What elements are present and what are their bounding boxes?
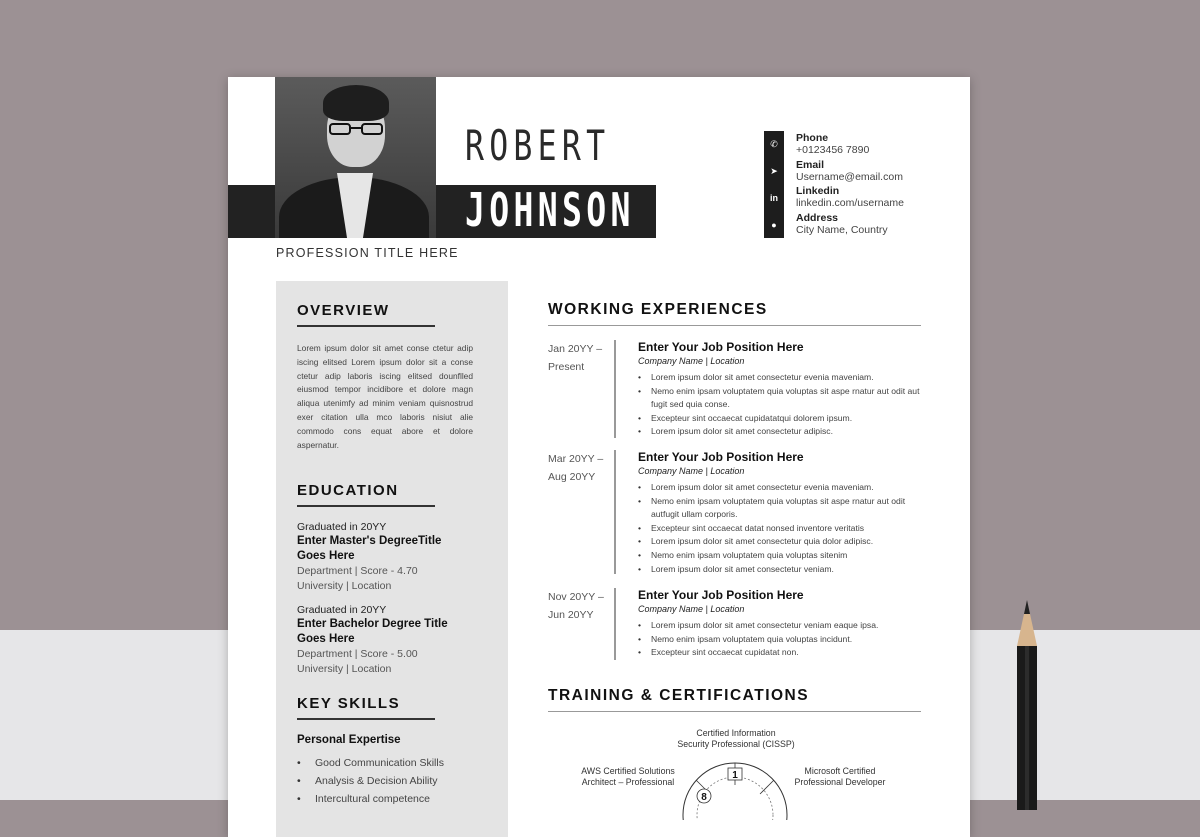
- job-dates: [548, 340, 608, 376]
- list-item: • Analysis & Decision Ability: [297, 772, 444, 790]
- education-item: [297, 520, 487, 594]
- location-icon: ●: [771, 219, 777, 230]
- education-item: [297, 603, 487, 677]
- divider: [548, 325, 921, 326]
- contact-list: [796, 132, 904, 238]
- divider: [297, 325, 435, 327]
- certification-label: [558, 766, 698, 788]
- university: University | Location: [297, 663, 392, 675]
- timeline-line: [614, 340, 616, 438]
- list-item: • Lorem ipsum dolor sit amet consectetur evenia maveniam.: [638, 371, 928, 385]
- divider: [548, 711, 921, 712]
- timeline-line: [614, 588, 616, 660]
- job-title: Enter Your Job Position Here: [638, 588, 804, 602]
- list-item: • Intercultural competence: [297, 790, 444, 808]
- graduation-date: Graduated in 20YY: [297, 604, 387, 616]
- experience-heading: WORKING EXPERIENCES: [548, 301, 768, 318]
- cert-line: Architect – Professional: [581, 777, 675, 787]
- list-item: • Lorem ipsum dolor sit amet consectetur quia dolor adipisc.: [638, 535, 928, 549]
- certification-label: [656, 728, 816, 750]
- date-end: Aug 20YY: [548, 471, 596, 483]
- wheel-number: 1: [732, 770, 738, 781]
- job-title: Enter Your Job Position Here: [638, 450, 804, 464]
- certification-label: [780, 766, 900, 788]
- list-item: • Lorem ipsum dolor sit amet consectetur veniam eaque ipsa.: [638, 619, 928, 633]
- contact-label: Email: [796, 158, 825, 171]
- job-bullets: [638, 619, 928, 660]
- graduation-date: Graduated in 20YY: [297, 521, 387, 533]
- date-end: Jun 20YY: [548, 609, 594, 621]
- degree-title: Enter Bachelor Degree Title: [297, 618, 448, 630]
- job-bullets: [638, 481, 928, 576]
- skills-subheading: Personal Expertise: [297, 734, 401, 746]
- cert-line: Certified Information: [696, 728, 776, 738]
- cert-line: Professional Developer: [794, 777, 886, 787]
- contact-value: +0123456 7890: [796, 144, 870, 156]
- department: Department | Score - 5.00: [297, 648, 418, 660]
- divider: [297, 718, 435, 720]
- list-item: • Nemo enim ipsam voluptatem quia voluptas sit aspe rnatur aut odit autfugit ullam corporis.: [638, 495, 928, 522]
- contact-value: linkedin.com/username: [796, 197, 904, 209]
- education-heading: EDUCATION: [297, 482, 399, 499]
- date-end: Present: [548, 361, 585, 373]
- contact-label: Phone: [796, 132, 829, 144]
- contact-label: Linkedin: [796, 185, 840, 197]
- last-name: JOHNSON: [465, 183, 635, 237]
- contact-address: [796, 212, 904, 239]
- skills-heading: KEY SKILLS: [297, 695, 401, 712]
- contact-icon-bar: [764, 131, 784, 238]
- job-bullets: [638, 371, 928, 439]
- overview-text: Lorem ipsum dolor sit amet conse ctetur adip iscing elitsed Lorem ipsum dolor sit a conse ctetur adip laboris iscing elitsed dounflled eiusmod tempor incidibore et dolore magn aliqua utenimfy ad minim veniam quisnostrud exer citation ulla mco laboris nisiut alie commodo cons equat abore et dolore aspernatur.: [297, 343, 473, 450]
- contact-value: Username@email.com: [796, 170, 903, 183]
- contact-linkedin: [796, 185, 904, 212]
- cert-line: Microsoft Certified: [804, 766, 876, 776]
- contact-label: Address: [796, 211, 839, 224]
- certification-wheel: [680, 760, 790, 820]
- cert-line: AWS Certified Solutions: [581, 766, 675, 776]
- date-start: Mar 20YY –: [548, 453, 604, 465]
- department: Department | Score - 4.70: [297, 565, 418, 577]
- profession-title: PROFESSION TITLE HERE: [276, 246, 459, 260]
- contact-email: [796, 159, 904, 186]
- header-accent-bar: [228, 185, 276, 238]
- contact-phone: [796, 132, 904, 159]
- degree-title: Enter Master's DegreeTitle: [297, 535, 442, 547]
- list-item: • Excepteur sint occaecat datat nonsed inventore veritatis: [638, 522, 928, 536]
- list-item: • Lorem ipsum dolor sit amet consectetur evenia maveniam.: [638, 481, 928, 495]
- list-item: • Lorem ipsum dolor sit amet consectetur veniam.: [638, 563, 928, 577]
- list-item: • Nemo enim ipsam voluptatem quia voluptas sitenim: [638, 549, 928, 563]
- company: Company Name | Location: [638, 356, 745, 366]
- degree-title: Goes Here: [297, 633, 355, 645]
- job-dates: [548, 588, 608, 624]
- company: Company Name | Location: [638, 466, 745, 476]
- pencil: [1016, 600, 1038, 810]
- profile-photo: [275, 77, 436, 238]
- timeline-line: [614, 450, 616, 574]
- first-name: ROBERT: [465, 121, 611, 170]
- divider: [297, 505, 435, 507]
- linkedin-icon: in: [770, 192, 778, 203]
- list-item: • Nemo enim ipsam voluptatem quia voluptas sit aspe rnatur aut odit aut fugit sed quia conse.: [638, 385, 928, 412]
- list-item: • Excepteur sint occaecat cupidatatqui dolorem ipsum.: [638, 412, 928, 426]
- overview-heading: OVERVIEW: [297, 302, 390, 319]
- company: Company Name | Location: [638, 604, 745, 614]
- list-item: • Lorem ipsum dolor sit amet consectetur adipisc.: [638, 425, 928, 439]
- university: University | Location: [297, 580, 392, 592]
- date-start: Jan 20YY –: [548, 343, 603, 355]
- send-icon: ➤: [770, 165, 778, 176]
- list-item: • Excepteur sint occaecat cupidatat non.: [638, 646, 928, 660]
- contact-value: City Name, Country: [796, 223, 888, 236]
- job-title: Enter Your Job Position Here: [638, 340, 804, 354]
- job-dates: [548, 450, 608, 486]
- list-item: • Good Communication Skills: [297, 754, 444, 772]
- training-heading: TRAINING & CERTIFICATIONS: [548, 687, 810, 704]
- list-item: • Nemo enim ipsam voluptatem quia voluptas incidunt.: [638, 633, 928, 647]
- phone-icon: ✆: [770, 138, 778, 149]
- wheel-number: 8: [701, 792, 707, 803]
- date-start: Nov 20YY –: [548, 591, 604, 603]
- degree-title: Goes Here: [297, 550, 355, 562]
- resume-sheet: [228, 77, 970, 837]
- cert-line: Security Professional (CISSP): [677, 739, 795, 749]
- sidebar: [276, 281, 508, 837]
